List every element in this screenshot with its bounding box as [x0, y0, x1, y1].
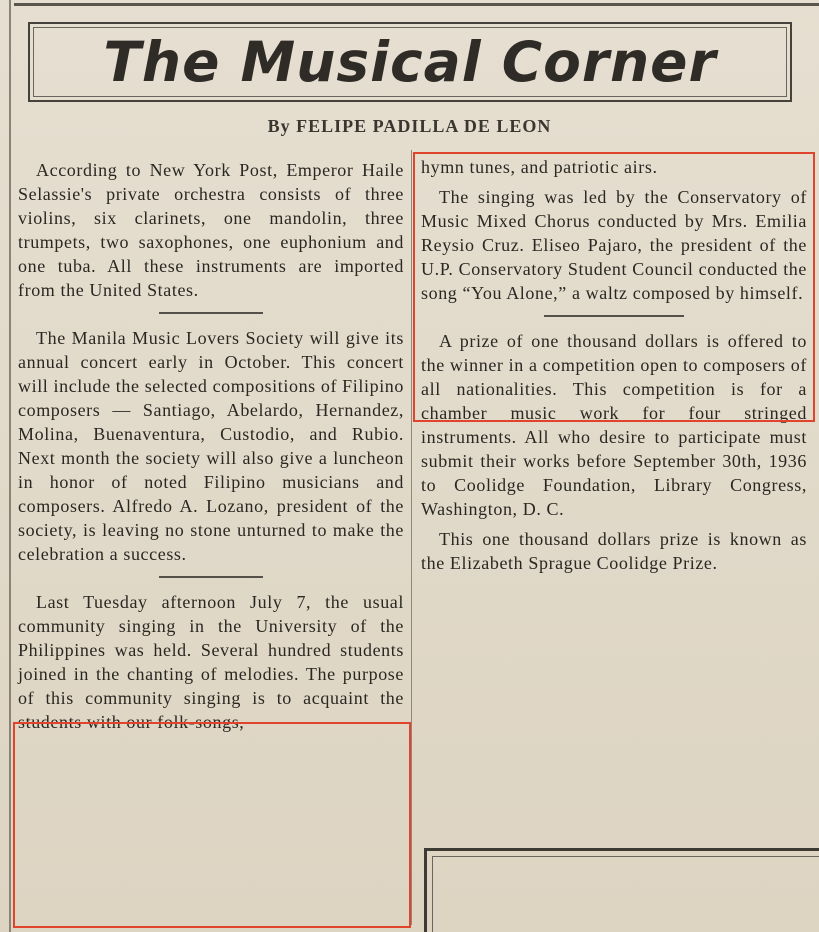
- article-paragraph: The singing was led by the Conservatory of Music Mixed Chorus conducted by Mrs. Emilia Reysio Cruz. Eliseo Pajaro, the president of the U.P. Conservatory Student Council conducted the song “You Alone,” a waltz composed by himself.: [421, 187, 807, 303]
- left-column-rule: [9, 0, 11, 932]
- top-rule: [14, 3, 819, 6]
- article-paragraph: hymn tunes, and patriotic airs.: [421, 157, 658, 177]
- section-separator: [544, 315, 684, 317]
- article-paragraph: The Manila Music Lovers Society will give its annual concert early in October. This concert will include the selected compositions of Filipino composers — Santiago, Abelardo, Hernandez, Molina, Buenaventura, Custodio, and Rubio. Next month the society will also give a luncheon in honor of noted Filipino musicians and composers. Alfredo A. Lozano, president of the society, is leaving no stone unturned to make the celebration a success.: [18, 328, 404, 564]
- article-paragraph: According to New York Post, Emperor Haile Selassie's private orchestra consists of three violins, six clarinets, one mandolin, three trumpets, two saxophones, one euphonium and one tuba. All these instruments are imported from the United States.: [18, 160, 404, 300]
- left-column: [18, 158, 404, 734]
- section-separator: [159, 576, 263, 578]
- right-column: [421, 155, 807, 575]
- column-divider: [411, 150, 412, 925]
- next-article-frame: [424, 848, 819, 932]
- article-paragraph: A prize of one thousand dollars is offered to the winner in a competition open to composers of all nationalities. This competition is for a chamber music work for four stringed instruments. All who desire to participate must submit their works before September 30th, 1936 to Coolidge Foundation, Library Congress, Washington, D. C.: [421, 331, 807, 519]
- section-separator: [159, 312, 263, 314]
- article-paragraph: Last Tuesday afternoon July 7, the usual community singing in the University of the Philippines was held. Several hundred students joined in the chanting of melodies. The purpose of this community singing is to acquaint the students with our folk-songs,: [18, 592, 404, 732]
- byline: By FELIPE PADILLA DE LEON: [267, 116, 552, 136]
- headline-frame: [28, 22, 792, 102]
- headline: The Musical Corner: [103, 29, 717, 94]
- highlight-box: [13, 722, 411, 928]
- article-paragraph: This one thousand dollars prize is known as the Elizabeth Sprague Coolidge Prize.: [421, 529, 807, 573]
